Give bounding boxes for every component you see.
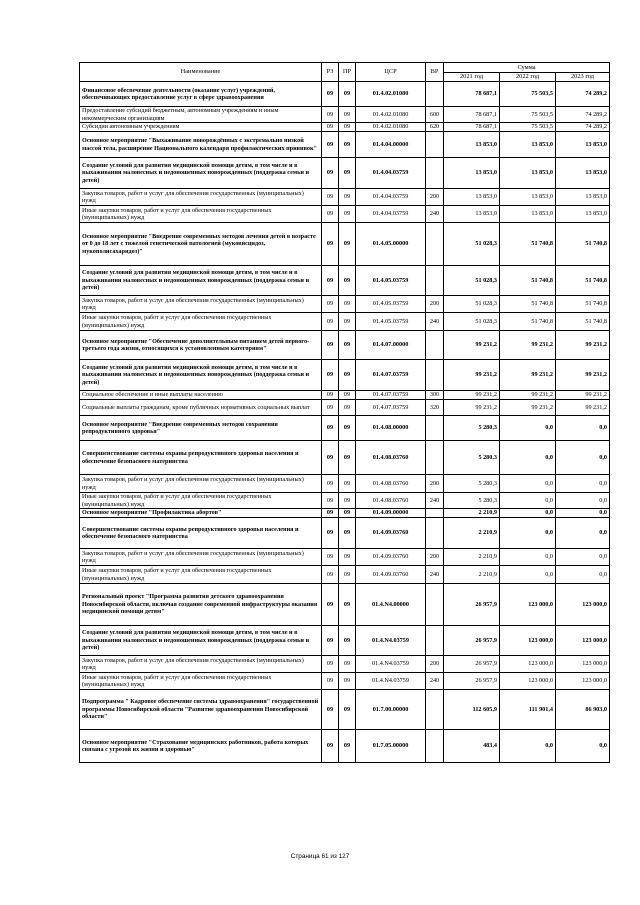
cell-vr	[426, 518, 444, 549]
cell-2022: 0,0	[500, 730, 556, 763]
cell-name: Основное мероприятие "Профилактика абортов"	[80, 509, 322, 518]
cell-2022: 99 231,2	[500, 331, 556, 360]
cell-name: Социальное обеспечение и иные выплаты населению	[80, 391, 322, 400]
cell-rz: 09	[322, 673, 339, 690]
cell-name: Создание условий для развития медицинской помощи детям, в том числе и в выхаживании маловесных и недоношенных новорожденных (поддержка семьи и детей)	[80, 626, 322, 656]
cell-name: Иные закупки товаров, работ и услуг для обеспечения государственных (муниципальных) нужд	[80, 673, 322, 690]
cell-csr: 01.4.08.03760	[356, 475, 426, 493]
cell-2023: 0,0	[556, 518, 610, 549]
cell-rz: 09	[322, 475, 339, 493]
cell-2022: 123 000,0	[500, 626, 556, 656]
cell-2021: 26 957,9	[444, 584, 500, 626]
cell-pr: 09	[339, 223, 356, 266]
cell-csr: 01.4.02.01080	[356, 82, 426, 107]
cell-2022: 0,0	[500, 493, 556, 509]
cell-pr: 09	[339, 206, 356, 223]
table-row	[80, 730, 610, 763]
cell-2022: 0,0	[500, 509, 556, 518]
cell-2021: 78 687,1	[444, 123, 500, 132]
cell-2021: 51 028,3	[444, 223, 500, 266]
cell-csr: 01.4.02.01080	[356, 107, 426, 123]
cell-csr: 01.4.N4.03759	[356, 673, 426, 690]
table-row	[80, 584, 610, 626]
cell-pr: 09	[339, 626, 356, 656]
cell-2021: 483,4	[444, 730, 500, 763]
cell-pr: 09	[339, 313, 356, 331]
cell-pr: 09	[339, 566, 356, 584]
cell-pr: 09	[339, 82, 356, 107]
cell-pr: 09	[339, 493, 356, 509]
cell-name: Региональный проект "Программа развития детского здравоохранения Новосибирской области, включая создание современной инфраструктуры оказания медицинской помощи детям"	[80, 584, 322, 626]
cell-rz: 09	[322, 549, 339, 566]
header-year-2021: 2021 год	[444, 73, 500, 82]
cell-csr: 01.4.02.01080	[356, 123, 426, 132]
budget-table	[79, 62, 610, 763]
cell-name: Основное мероприятие "Выхаживание новорождённых с экстремально низкой массой тела, расширение Национального календаря профилактических прививок"	[80, 132, 322, 158]
cell-2022: 51 740,8	[500, 223, 556, 266]
cell-pr: 09	[339, 400, 356, 416]
cell-2022: 13 853,0	[500, 206, 556, 223]
cell-csr: 01.4.N4.00000	[356, 584, 426, 626]
cell-vr: 200	[426, 656, 444, 673]
cell-2023: 99 231,2	[556, 400, 610, 416]
cell-2021: 26 957,9	[444, 673, 500, 690]
cell-2023: 123 000,0	[556, 584, 610, 626]
cell-name: Социальные выплаты гражданам, кроме публичных нормативных социальных выплат	[80, 400, 322, 416]
cell-2021: 2 210,9	[444, 549, 500, 566]
cell-vr: 240	[426, 493, 444, 509]
header-csr: ЦСР	[356, 63, 426, 82]
cell-2022: 99 231,2	[500, 400, 556, 416]
cell-2023: 0,0	[556, 509, 610, 518]
header-year-2023: 2023 год	[556, 73, 610, 82]
cell-2023: 51 740,8	[556, 266, 610, 296]
cell-csr: 01.4.04.03759	[356, 206, 426, 223]
cell-2022: 0,0	[500, 475, 556, 493]
cell-rz: 09	[322, 158, 339, 189]
table-row	[80, 107, 610, 123]
cell-rz: 09	[322, 82, 339, 107]
cell-csr: 01.4.08.03760	[356, 493, 426, 509]
cell-vr	[426, 266, 444, 296]
cell-rz: 09	[322, 416, 339, 441]
cell-csr: 01.7.00.00000	[356, 690, 426, 730]
cell-2022: 0,0	[500, 518, 556, 549]
cell-pr: 09	[339, 331, 356, 360]
cell-2023: 13 853,0	[556, 189, 610, 206]
cell-pr: 09	[339, 360, 356, 391]
cell-vr	[426, 82, 444, 107]
cell-2023: 0,0	[556, 416, 610, 441]
cell-name: Предоставление субсидий бюджетным, автономным учреждениям и иным некоммерческим организациям	[80, 107, 322, 123]
cell-vr: 240	[426, 566, 444, 584]
cell-vr: 240	[426, 313, 444, 331]
table-row	[80, 331, 610, 360]
cell-2021: 5 280,3	[444, 416, 500, 441]
cell-pr: 09	[339, 158, 356, 189]
cell-2023: 51 740,8	[556, 313, 610, 331]
cell-vr: 600	[426, 107, 444, 123]
cell-name: Субсидии автономным учреждениям	[80, 123, 322, 132]
cell-name: Иные закупки товаров, работ и услуг для обеспечения государственных (муниципальных) нужд	[80, 493, 322, 509]
cell-rz: 09	[322, 493, 339, 509]
cell-pr: 09	[339, 107, 356, 123]
cell-name: Иные закупки товаров, работ и услуг для обеспечения государственных (муниципальных) нужд	[80, 566, 322, 584]
cell-csr: 01.4.07.03759	[356, 400, 426, 416]
cell-vr: 200	[426, 296, 444, 313]
cell-rz: 09	[322, 584, 339, 626]
cell-2022: 111 901,4	[500, 690, 556, 730]
cell-vr: 620	[426, 123, 444, 132]
header-pr: ПР	[339, 63, 356, 82]
cell-rz: 09	[322, 266, 339, 296]
cell-pr: 09	[339, 690, 356, 730]
cell-2021: 99 231,2	[444, 360, 500, 391]
cell-rz: 09	[322, 107, 339, 123]
cell-name: Совершенствование системы охраны репродуктивного здоровья населения и обеспечение безопасного материнства	[80, 441, 322, 475]
table-row	[80, 493, 610, 509]
table-row	[80, 296, 610, 313]
cell-rz: 09	[322, 123, 339, 132]
cell-rz: 09	[322, 509, 339, 518]
cell-vr	[426, 584, 444, 626]
cell-rz: 09	[322, 313, 339, 331]
cell-2022: 13 853,0	[500, 158, 556, 189]
cell-vr	[426, 360, 444, 391]
cell-rz: 09	[322, 400, 339, 416]
cell-name: Создание условий для развития медицинской помощи детям, в том числе и в выхаживании маловесных и недоношенных новорожденных (поддержка семьи и детей)	[80, 158, 322, 189]
cell-name: Финансовое обеспечение деятельности (оказание услуг) учреждений, обеспечивающих предоставление услуг в сфере здравоохранения	[80, 82, 322, 107]
cell-2023: 13 853,0	[556, 132, 610, 158]
table-row	[80, 206, 610, 223]
cell-2021: 99 231,2	[444, 331, 500, 360]
cell-2022: 75 503,5	[500, 107, 556, 123]
cell-csr: 01.4.07.03759	[356, 391, 426, 400]
cell-2023: 74 289,2	[556, 107, 610, 123]
cell-pr: 09	[339, 391, 356, 400]
table-row	[80, 391, 610, 400]
cell-name: Основное мероприятие "Обеспечение дополнительным питанием детей первого-третьего года жизни, относящихся к установленным категориям"	[80, 331, 322, 360]
cell-rz: 09	[322, 391, 339, 400]
cell-csr: 01.7.05.00000	[356, 730, 426, 763]
cell-pr: 09	[339, 475, 356, 493]
cell-rz: 09	[322, 223, 339, 266]
cell-vr: 200	[426, 549, 444, 566]
cell-csr: 01.4.09.03760	[356, 566, 426, 584]
cell-vr	[426, 158, 444, 189]
table-row	[80, 132, 610, 158]
cell-2023: 99 231,2	[556, 331, 610, 360]
cell-csr: 01.4.04.03759	[356, 189, 426, 206]
cell-name: Основное мероприятие "Внедрение современных методов сохранения репродуктивного здоровья"	[80, 416, 322, 441]
table-row	[80, 82, 610, 107]
header-sum: Сумма	[444, 63, 610, 73]
header-year-2022: 2022 год	[500, 73, 556, 82]
cell-rz: 09	[322, 518, 339, 549]
cell-2022: 123 000,0	[500, 656, 556, 673]
cell-2021: 51 028,3	[444, 266, 500, 296]
cell-csr: 01.4.05.03759	[356, 296, 426, 313]
cell-name: Закупка товаров, работ и услуг для обеспечения государственных (муниципальных) нужд	[80, 296, 322, 313]
cell-2021: 2 210,9	[444, 509, 500, 518]
table-row	[80, 566, 610, 584]
cell-2023: 0,0	[556, 549, 610, 566]
cell-csr: 01.4.N4.03759	[356, 626, 426, 656]
cell-2023: 123 000,0	[556, 673, 610, 690]
cell-2021: 13 853,0	[444, 132, 500, 158]
cell-csr: 01.4.07.00000	[356, 331, 426, 360]
cell-2023: 74 289,2	[556, 82, 610, 107]
cell-name: Создание условий для развития медицинской помощи детям, в том числе и в выхаживании маловесных и недоношенных новорожденных (поддержка семьи и детей)	[80, 360, 322, 391]
cell-vr: 320	[426, 400, 444, 416]
cell-vr: 200	[426, 189, 444, 206]
page-number: Страница 61 из 127	[290, 853, 350, 860]
cell-vr: 240	[426, 206, 444, 223]
cell-pr: 09	[339, 189, 356, 206]
cell-csr: 01.4.05.03759	[356, 266, 426, 296]
table-row	[80, 673, 610, 690]
cell-csr: 01.4.04.00000	[356, 132, 426, 158]
cell-csr: 01.4.09.00000	[356, 509, 426, 518]
table-row	[80, 158, 610, 189]
cell-rz: 09	[322, 189, 339, 206]
cell-pr: 09	[339, 549, 356, 566]
cell-2023: 99 231,2	[556, 391, 610, 400]
table-row	[80, 549, 610, 566]
cell-csr: 01.4.05.03759	[356, 313, 426, 331]
table-row	[80, 416, 610, 441]
cell-2023: 0,0	[556, 441, 610, 475]
cell-2022: 99 231,2	[500, 391, 556, 400]
table-row	[80, 656, 610, 673]
cell-pr: 09	[339, 584, 356, 626]
cell-2023: 0,0	[556, 730, 610, 763]
cell-2023: 99 231,2	[556, 360, 610, 391]
cell-2022: 75 503,5	[500, 123, 556, 132]
cell-rz: 09	[322, 566, 339, 584]
cell-2021: 13 853,0	[444, 206, 500, 223]
cell-pr: 09	[339, 266, 356, 296]
cell-2023: 0,0	[556, 475, 610, 493]
cell-csr: 01.4.07.03759	[356, 360, 426, 391]
cell-vr	[426, 626, 444, 656]
cell-2022: 0,0	[500, 416, 556, 441]
cell-2023: 13 853,0	[556, 158, 610, 189]
budget-table-sheet	[79, 62, 609, 763]
header-name: Наименование	[80, 63, 322, 82]
header-rz: РЗ	[322, 63, 339, 82]
cell-2021: 2 210,9	[444, 566, 500, 584]
cell-2021: 78 687,1	[444, 82, 500, 107]
table-row	[80, 266, 610, 296]
cell-2021: 5 280,3	[444, 475, 500, 493]
cell-pr: 09	[339, 441, 356, 475]
cell-vr	[426, 730, 444, 763]
table-row	[80, 626, 610, 656]
cell-name: Совершенствование системы охраны репродуктивного здоровья населения и обеспечение безопасного материнства	[80, 518, 322, 549]
table-row	[80, 313, 610, 331]
cell-pr: 09	[339, 673, 356, 690]
cell-2021: 99 231,2	[444, 391, 500, 400]
cell-name: Закупка товаров, работ и услуг для обеспечения государственных (муниципальных) нужд	[80, 189, 322, 206]
cell-pr: 09	[339, 656, 356, 673]
cell-2021: 13 853,0	[444, 189, 500, 206]
cell-pr: 09	[339, 730, 356, 763]
table-row	[80, 475, 610, 493]
cell-name: Подпрограмма " Кадровое обеспечение системы здравоохранения" государственной программы Новосибирской области "Развитие здравоохранения Новосибирской области"	[80, 690, 322, 730]
cell-name: Основное мероприятие "Страхование медицинских работников, работа которых связана с угрозой их жизни и здоровью"	[80, 730, 322, 763]
cell-rz: 09	[322, 206, 339, 223]
cell-vr: 200	[426, 475, 444, 493]
cell-name: Закупка товаров, работ и услуг для обеспечения государственных (муниципальных) нужд	[80, 656, 322, 673]
cell-2022: 13 853,0	[500, 189, 556, 206]
cell-2021: 78 687,1	[444, 107, 500, 123]
table-row	[80, 223, 610, 266]
cell-csr: 01.4.05.00000	[356, 223, 426, 266]
cell-pr: 09	[339, 416, 356, 441]
cell-2022: 75 503,5	[500, 82, 556, 107]
cell-pr: 09	[339, 518, 356, 549]
cell-2021: 26 957,9	[444, 656, 500, 673]
cell-vr	[426, 416, 444, 441]
cell-vr	[426, 509, 444, 518]
cell-name: Закупка товаров, работ и услуг для обеспечения государственных (муниципальных) нужд	[80, 475, 322, 493]
cell-2023: 123 000,0	[556, 626, 610, 656]
cell-2021: 26 957,9	[444, 626, 500, 656]
cell-pr: 09	[339, 296, 356, 313]
cell-rz: 09	[322, 441, 339, 475]
cell-csr: 01.4.04.03759	[356, 158, 426, 189]
cell-rz: 09	[322, 690, 339, 730]
cell-name: Иные закупки товаров, работ и услуг для обеспечения государственных (муниципальных) нужд	[80, 313, 322, 331]
cell-2022: 13 853,0	[500, 132, 556, 158]
cell-pr: 09	[339, 123, 356, 132]
cell-csr: 01.4.08.00000	[356, 416, 426, 441]
cell-csr: 01.4.08.03760	[356, 441, 426, 475]
table-row	[80, 400, 610, 416]
cell-2021: 2 210,9	[444, 518, 500, 549]
cell-2021: 5 280,3	[444, 493, 500, 509]
cell-vr: 240	[426, 673, 444, 690]
table-row	[80, 509, 610, 518]
cell-rz: 09	[322, 656, 339, 673]
header-vr: ВР	[426, 63, 444, 82]
cell-rz: 09	[322, 296, 339, 313]
cell-2021: 51 028,3	[444, 296, 500, 313]
cell-rz: 09	[322, 132, 339, 158]
cell-vr	[426, 223, 444, 266]
table-row	[80, 518, 610, 549]
cell-2023: 51 740,8	[556, 296, 610, 313]
table-row	[80, 441, 610, 475]
table-row	[80, 189, 610, 206]
cell-2023: 123 000,0	[556, 656, 610, 673]
cell-vr	[426, 331, 444, 360]
cell-2023: 13 853,0	[556, 206, 610, 223]
cell-vr: 300	[426, 391, 444, 400]
cell-2023: 0,0	[556, 566, 610, 584]
cell-rz: 09	[322, 331, 339, 360]
cell-csr: 01.4.09.03760	[356, 518, 426, 549]
cell-vr	[426, 441, 444, 475]
cell-rz: 09	[322, 360, 339, 391]
cell-2022: 51 740,8	[500, 313, 556, 331]
table-body	[80, 82, 610, 763]
cell-2022: 0,0	[500, 566, 556, 584]
cell-name: Закупка товаров, работ и услуг для обеспечения государственных (муниципальных) нужд	[80, 549, 322, 566]
cell-csr: 01.4.09.03760	[356, 549, 426, 566]
cell-2021: 13 853,0	[444, 158, 500, 189]
table-row	[80, 690, 610, 730]
cell-2022: 51 740,8	[500, 296, 556, 313]
cell-name: Основное мероприятие "Внедрение современных методов лечения детей в возрасте от 0 до 18 лет с тяжелой генетической патологией (муковисцидоз, мукополисахаридоз)"	[80, 223, 322, 266]
cell-csr: 01.4.N4.03759	[356, 656, 426, 673]
cell-vr	[426, 690, 444, 730]
cell-2022: 0,0	[500, 549, 556, 566]
cell-2021: 51 028,3	[444, 313, 500, 331]
cell-2021: 112 605,9	[444, 690, 500, 730]
cell-2022: 0,0	[500, 441, 556, 475]
cell-2023: 74 289,2	[556, 123, 610, 132]
cell-2021: 5 280,3	[444, 441, 500, 475]
cell-2023: 0,0	[556, 493, 610, 509]
cell-2021: 99 231,2	[444, 400, 500, 416]
cell-name: Иные закупки товаров, работ и услуг для обеспечения государственных (муниципальных) нужд	[80, 206, 322, 223]
cell-name: Создание условий для развития медицинской помощи детям, в том числе и в выхаживании маловесных и недоношенных новорожденных (поддержка семьи и детей)	[80, 266, 322, 296]
cell-2022: 123 000,0	[500, 584, 556, 626]
cell-2023: 86 903,0	[556, 690, 610, 730]
cell-2022: 123 000,0	[500, 673, 556, 690]
table-row	[80, 123, 610, 132]
cell-2023: 51 740,8	[556, 223, 610, 266]
cell-2022: 51 740,8	[500, 266, 556, 296]
cell-pr: 09	[339, 509, 356, 518]
cell-2022: 99 231,2	[500, 360, 556, 391]
cell-vr	[426, 132, 444, 158]
cell-rz: 09	[322, 626, 339, 656]
cell-pr: 09	[339, 132, 356, 158]
cell-rz: 09	[322, 730, 339, 763]
table-row	[80, 360, 610, 391]
